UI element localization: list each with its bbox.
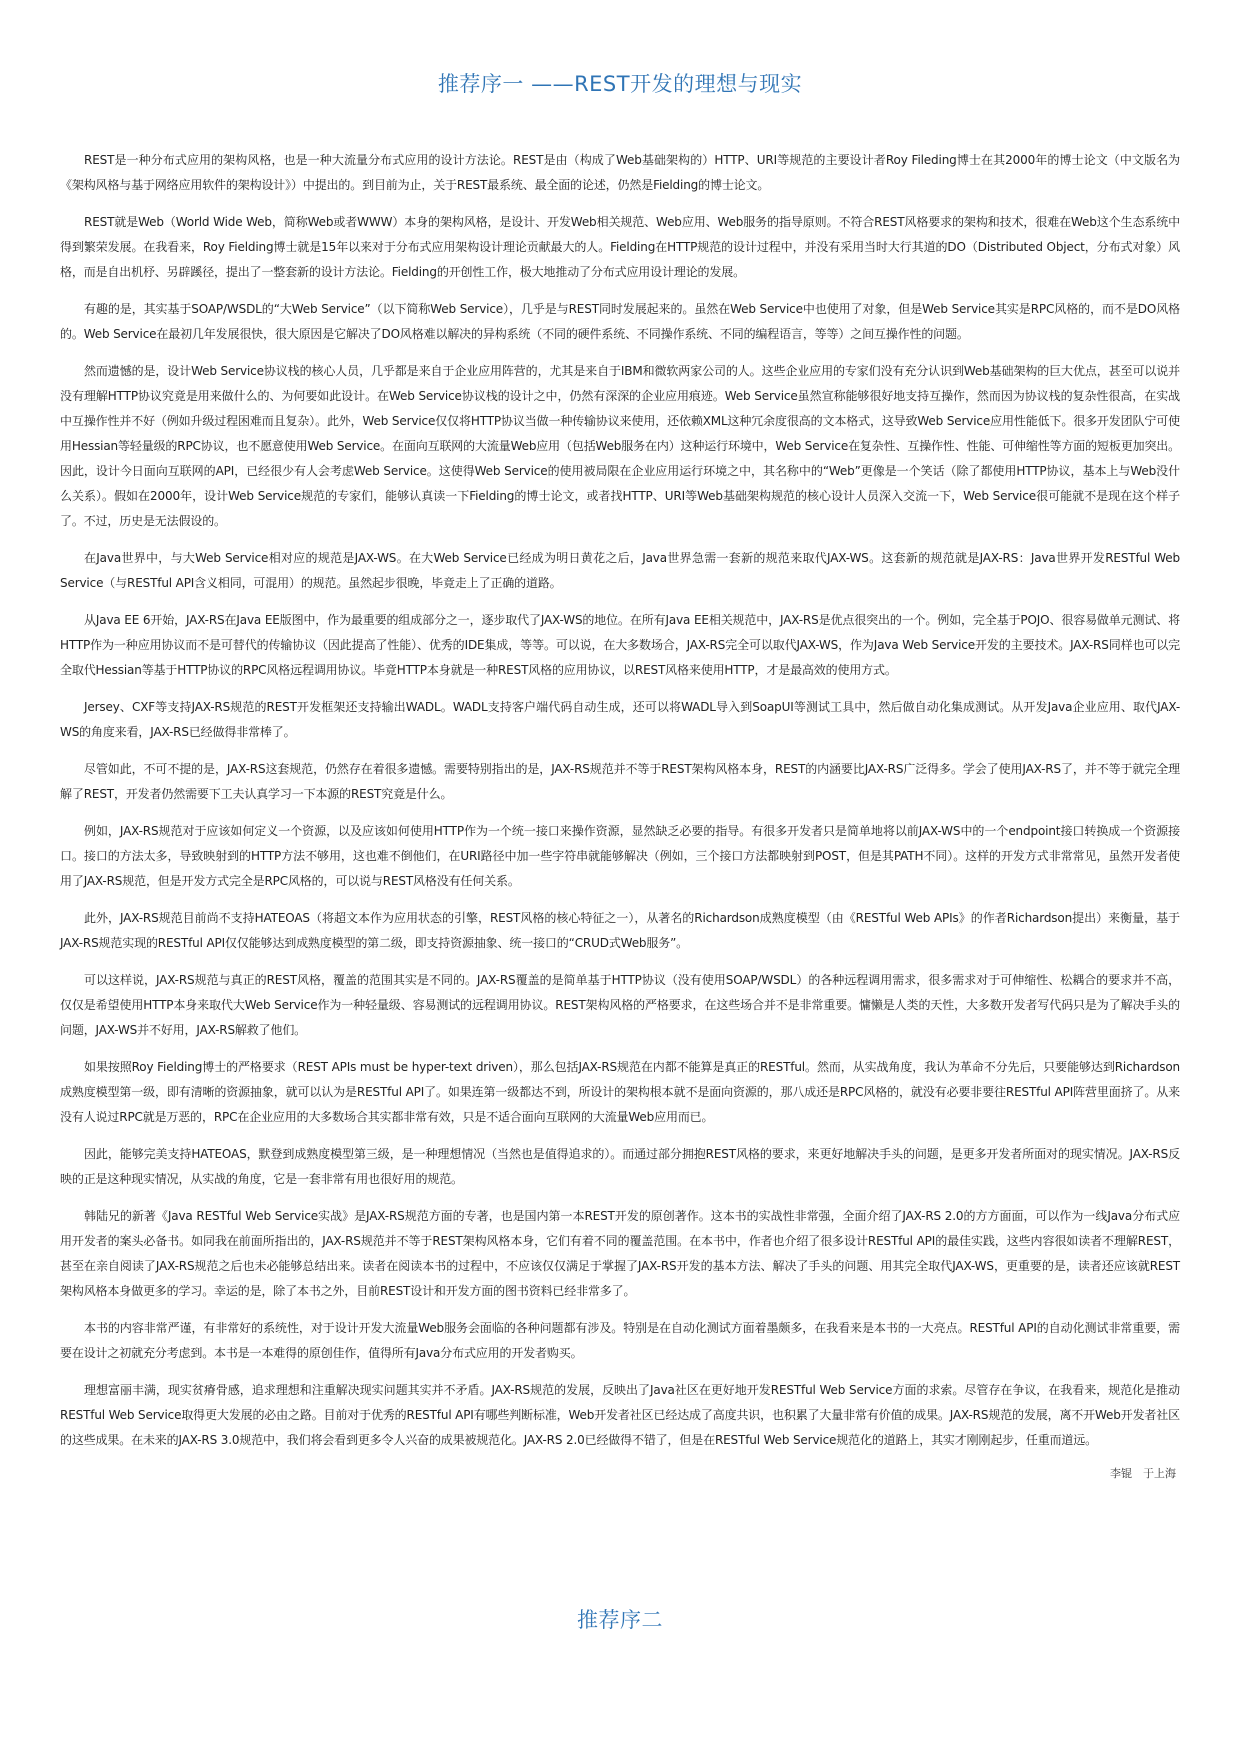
paragraph: Jersey、CXF等支持JAX-RS规范的REST开发框架还支持输出WADL。WADL支持客户端代码自动生成，还可以将WADL导入到SoapUI等测试工具中，然后做自动化集成测试。从开发Java企业应用、取代JAX-WS的角度来看，JAX-RS已经做得非常棒了。 — [60, 700, 1180, 739]
paragraph: 从Java EE 6开始，JAX-RS在Java EE版图中，作为最重要的组成部分之一，逐步取代了JAX-WS的地位。在所有Java EE相关规范中，JAX-RS是优点很突出的一个。例如，完全基于POJO、很容易做单元测试、将HTTP作为一种应用协议而不是可替代的传输协议（因此提高了性能）、优秀的IDE集成，等等。可以说，在大多数场合，JAX-RS完全可以取代JAX-WS，作为Java Web Service开发的主要技术。JAX-RS同样也可以完全取代Hessian等基于HTTP协议的RPC风格远程调用协议。毕竟HTTP本身就是一种REST风格的应用协议，以REST风格来使用HTTP，才是最高效的使用方式。 — [60, 613, 1180, 677]
paragraph: 在Java世界中，与大Web Service相对应的规范是JAX-WS。在大Web Service已经成为明日黄花之后，Java世界急需一套新的规范来取代JAX-WS。这套新的规范就是JAX-RS：Java世界开发RESTful Web Service（与RESTful API含义相同，可混用）的规范。虽然起步很晚，毕竟走上了正确的道路。 — [60, 551, 1180, 590]
paragraph: 尽管如此，不可不提的是，JAX-RS这套规范，仍然存在着很多遗憾。需要特别指出的是，JAX-RS规范并不等于REST架构风格本身，REST的内涵要比JAX-RS广泛得多。学会了使用JAX-RS了，并不等于就完全理解了REST，开发者仍然需要下工夫认真学习一下本源的REST究竟是什么。 — [60, 762, 1180, 801]
paragraph: 理想富丽丰满，现实贫瘠骨感，追求理想和注重解决现实问题其实并不矛盾。JAX-RS规范的发展，反映出了Java社区在更好地开发RESTful Web Service方面的求索。尽管存在争议，在我看来，规范化是推动RESTful Web Service取得更大发展的必由之路。目前对于优秀的RESTful API有哪些判断标准，Web开发者社区已经达成了高度共识，也积累了大量非常有价值的成果。JAX-RS规范的发展，离不开Web开发者社区的这些成果。在未来的JAX-RS 3.0规范中，我们将会看到更多令人兴奋的成果被规范化。JAX-RS 2.0已经做得不错了，但是在RESTful Web Service规范化的道路上，其实才刚刚起步，任重而道远。 — [60, 1383, 1180, 1447]
paragraph: REST就是Web（World Wide Web，简称Web或者WWW）本身的架构风格，是设计、开发Web相关规范、Web应用、Web服务的指导原则。不符合REST风格要求的架构和技术，很难在Web这个生态系统中得到繁荣发展。在我看来，Roy Fielding博士就是15年以来对于分布式应用架构设计理论贡献最大的人。Fielding在HTTP规范的设计过程中，并没有采用当时大行其道的DO（Distributed Object，分布式对象）风格，而是自出机杼、另辟蹊径，提出了一整套新的设计方法论。Fielding的开创性工作，极大地推动了分布式应用设计理论的发展。 — [60, 215, 1180, 279]
preface-two-title: 推荐序二 — [577, 1608, 663, 1632]
paragraph: 有趣的是，其实基于SOAP/WSDL的“大Web Service”（以下简称Web Service），几乎是与REST同时发展起来的。虽然在Web Service中也使用了对象，但是Web Service其实是RPC风格的，而不是DO风格的。Web Service在最初几年发展很快，很大原因是它解决了DO风格难以解决的异构系统（不同的硬件系统、不同操作系统、不同的编程语言，等等）之间互操作性的问题。 — [60, 302, 1180, 341]
paragraph: 韩陆兄的新著《Java RESTful Web Service实战》是JAX-RS规范方面的专著，也是国内第一本REST开发的原创著作。这本书的实战性非常强，全面介绍了JAX-RS 2.0的方方面面，可以作为一线Java分布式应用开发者的案头必备书。如同我在前面所指出的，JAX-RS规范并不等于REST架构风格本身，它们有着不同的覆盖范围。在本书中，作者也介绍了很多设计RESTful API的最佳实践，这些内容很如读者不理解REST，甚至在亲自阅读了JAX-RS规范之后也未必能够总结出来。读者在阅读本书的过程中，不应该仅仅满足于掌握了JAX-RS开发的基本方法、解决了手头的问题、用其完全取代JAX-WS，更重要的是，读者还应该就REST架构风格本身做更多的学习。幸运的是，除了本书之外，目前REST设计和开发方面的图书资料已经非常多了。 — [60, 1209, 1180, 1298]
paragraph: 本书的内容非常严谨，有非常好的系统性，对于设计开发大流量Web服务会面临的各种问题都有涉及。特别是在自动化测试方面着墨颇多，在我看来是本书的一大亮点。RESTful API的自动化测试非常重要，需要在设计之初就充分考虑到。本书是一本难得的原创佳作，值得所有Java分布式应用的开发者购买。 — [60, 1321, 1180, 1360]
paragraph: 可以这样说，JAX-RS规范与真正的REST风格，覆盖的范围其实是不同的。JAX-RS覆盖的是简单基于HTTP协议（没有使用SOAP/WSDL）的各种远程调用需求，很多需求对于可伸缩性、松耦合的要求并不高，仅仅是希望使用HTTP本身来取代大Web Service作为一种轻量级、容易测试的远程调用协议。REST架构风格的严格要求，在这些场合并不是非常重要。慵懒是人类的天性，大多数开发者写代码只是为了解决手头的问题，JAX-WS并不好用，JAX-RS解救了他们。 — [60, 973, 1180, 1037]
signature: 李锟 于上海 — [1110, 1467, 1176, 1480]
paragraph: 例如，JAX-RS规范对于应该如何定义一个资源，以及应该如何使用HTTP作为一个统一接口来操作资源，显然缺乏必要的指导。有很多开发者只是简单地将以前JAX-WS中的一个endpoint接口转换成一个资源接口。接口的方法太多，导致映射到的HTTP方法不够用，这也难不倒他们，在URI路径中加一些字符串就能够解决（例如，三个接口方法都映射到POST，但是其PATH不同）。这样的开发方式非常常见，虽然开发者使用了JAX-RS规范，但是开发方式完全是RPC风格的，可以说与REST风格没有任何关系。 — [60, 824, 1180, 888]
paragraph: 如果按照Roy Fielding博士的严格要求（REST APIs must be hyper-text driven），那么包括JAX-RS规范在内都不能算是真正的RESTful。然而，从实战角度，我认为革命不分先后，只要能够达到Richardson成熟度模型第一级，即有清晰的资源抽象，就可以认为是RESTful API了。如果连第一级都达不到，所设计的架构根本就不是面向资源的，那八成还是RPC风格的，就没有必要非要往RESTful API阵营里面挤了。从来没有人说过RPC就是万恶的，RPC在企业应用的大多数场合其实都非常有效，只是不适合面向互联网的大流量Web应用而已。 — [60, 1060, 1180, 1124]
paragraph: 此外，JAX-RS规范目前尚不支持HATEOAS（将超文本作为应用状态的引擎，REST风格的核心特征之一），从著名的Richardson成熟度模型（由《RESTful Web APIs》的作者Richardson提出）来衡量，基于JAX-RS规范实现的RESTful API仅仅能够达到成熟度模型的第二级，即支持资源抽象、统一接口的“CRUD式Web服务”。 — [60, 911, 1180, 950]
preface-one-title: 推荐序一 ——REST开发的理想与现实 — [437, 72, 803, 96]
paragraph: 然而遗憾的是，设计Web Service协议栈的核心人员，几乎都是来自于企业应用阵营的，尤其是来自于IBM和微软两家公司的人。这些企业应用的专家们没有充分认识到Web基础架构的巨大优点，甚至可以说并没有理解HTTP协议究竟是用来做什么的、为何要如此设计。在Web Service协议栈的设计之中，仍然有深深的企业应用痕迹。Web Service虽然宣称能够很好地支持互操作，然而因为协议栈的复杂性很高，在实战中互操作性并不好（例如升级过程困难而且复杂）。此外，Web Service仅仅将HTTP协议当做一种传输协议来使用，还依赖XML这种冗余度很高的文本格式，这导致Web Service应用性能低下。很多开发团队宁可使用Hessian等轻量级的RPC协议，也不愿意使用Web Service。在面向互联网的大流量Web应用（包括Web服务在内）这种运行环境中，Web Service在复杂性、互操作性、性能、可伸缩性等方面的短板更加突出。因此，设计今日面向互联网的API，已经很少有人会考虑Web Service。这使得Web Service的使用被局限在企业应用运行环境之中，其名称中的“Web”更像是一个笑话（除了都使用HTTP协议，基本上与Web没什么关系）。假如在2000年，设计Web Service规范的专家们，能够认真读一下Fielding的博士论文，或者找HTTP、URI等Web基础架构规范的核心设计人员深入交流一下，Web Service很可能就不是现在这个样子了。不过，历史是无法假设的。 — [60, 364, 1180, 528]
paragraph: 因此，能够完美支持HATEOAS，默登到成熟度模型第三级，是一种理想情况（当然也是值得追求的）。而通过部分拥抱REST风格的要求，来更好地解决手头的问题，是更多开发者所面对的现实情况。JAX-RS反映的正是这种现实情况，从实战的角度，它是一套非常有用也很好用的规范。 — [60, 1147, 1180, 1186]
preface-one-body — [60, 148, 1180, 1481]
paragraph: REST是一种分布式应用的架构风格，也是一种大流量分布式应用的设计方法论。REST是由（构成了Web基础架构的）HTTP、URI等规范的主要设计者Roy Fileding博士在其2000年的博士论文（中文版名为《架构风格与基于网络应用软件的架构设计》）中提出的。到目前为止，关于REST最系统、最全面的论述，仍然是Fielding的博士论文。 — [60, 153, 1180, 192]
